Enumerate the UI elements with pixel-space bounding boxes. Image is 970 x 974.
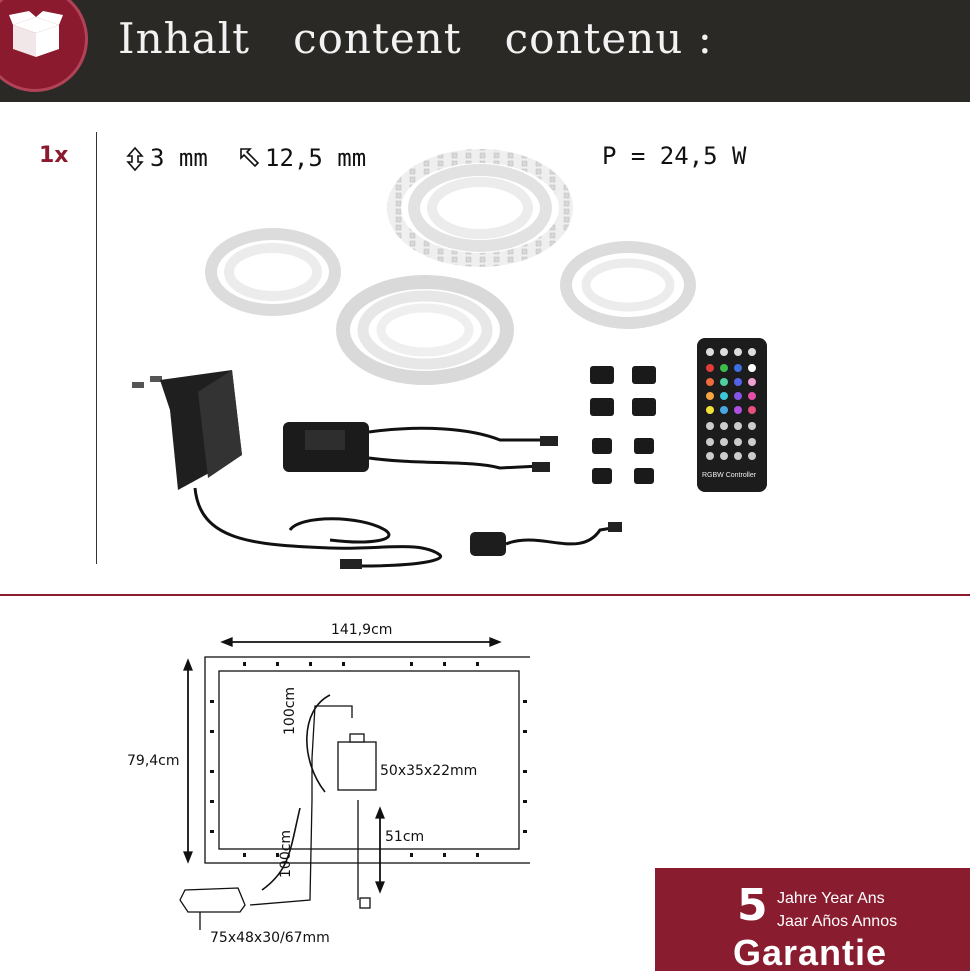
led-strip-coil — [343, 282, 507, 378]
header-title: Inhalt content contenu : — [118, 14, 713, 63]
box-badge — [0, 0, 88, 92]
remote-control — [697, 338, 767, 492]
controller-size-label: 50x35x22mm — [380, 763, 478, 779]
vertical-divider — [96, 132, 97, 564]
guarantee-years: 5 — [737, 880, 768, 931]
power-spec: P = 24,5 W — [602, 142, 747, 170]
guarantee-line2: Jaar Años Annos — [777, 913, 898, 930]
box-icon — [9, 11, 63, 61]
strip-height-label: 79,4cm — [127, 753, 180, 769]
height-spec: 3 mm — [150, 144, 208, 172]
led-strip-coil — [394, 156, 566, 260]
controller-box — [283, 422, 558, 472]
product-illustration — [110, 135, 790, 585]
header-bar — [0, 0, 970, 102]
guarantee-badge — [655, 868, 970, 971]
adapter-size-label: 75x48x30/67mm — [210, 930, 330, 946]
led-strip-coil — [211, 234, 335, 310]
quantity-label: 1x — [39, 143, 69, 168]
led-strip-coil — [566, 247, 690, 323]
section-divider — [0, 594, 970, 596]
connector-clips — [590, 366, 656, 484]
guarantee-word: Garantie — [733, 932, 888, 973]
installation-diagram — [110, 610, 530, 950]
strip-width-label: 141,9cm — [331, 622, 393, 638]
width-spec: 12,5 mm — [265, 144, 367, 172]
cable-bottom-label: 100cm — [278, 829, 294, 878]
guarantee-line1: Jahre Year Ans — [777, 890, 885, 907]
cable-top-label: 100cm — [282, 686, 298, 735]
sensor-cable-label: 51cm — [385, 829, 425, 845]
extension-cable — [470, 522, 622, 556]
remote-label: RGBW Controller — [702, 472, 757, 479]
